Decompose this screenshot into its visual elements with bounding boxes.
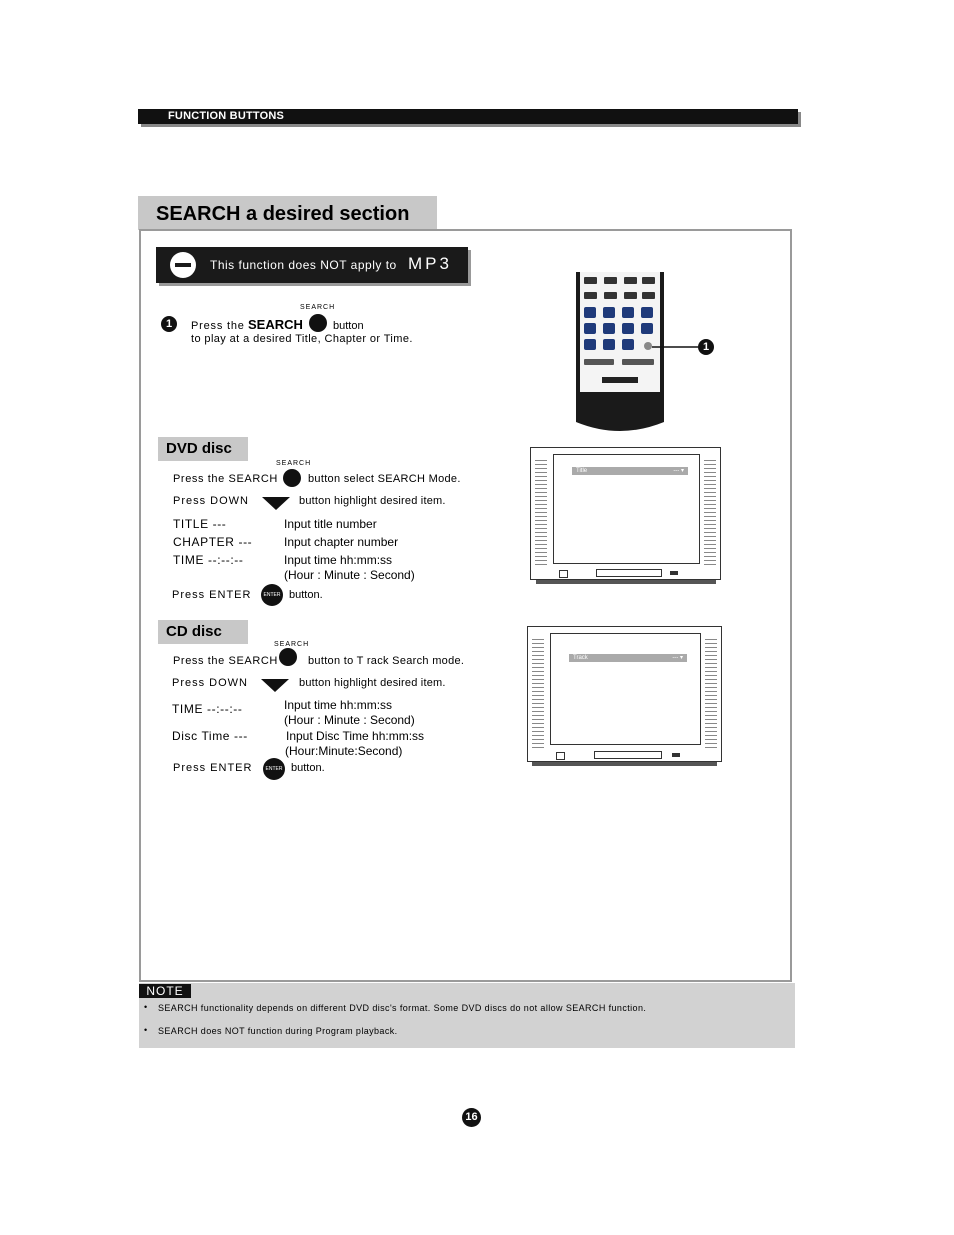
osd-value: --- ▾	[672, 655, 683, 661]
tv-base	[532, 762, 717, 766]
not-applicable-banner	[156, 247, 468, 283]
cd-press-search-suffix: button to T rack Search mode.	[308, 655, 465, 667]
dvd-press-search: Press the SEARCH	[173, 473, 278, 485]
cd-row-desc: Input Disc Time hh:mm:ss	[286, 729, 425, 743]
dvd-press-down-suffix: button highlight desired item.	[299, 495, 446, 507]
dvd-press-enter-suffix: button.	[289, 589, 323, 601]
step1-button-word: button	[333, 320, 364, 332]
dvd-row-label: TIME --:--:--	[173, 553, 244, 567]
remote-callout-number: 1	[698, 339, 714, 355]
power-indicator	[559, 570, 568, 578]
speaker-grille	[535, 460, 547, 568]
cd-press-enter: Press ENTER	[173, 762, 253, 774]
dvd-row-desc: Input chapter number	[284, 535, 399, 549]
dvd-press-search-suffix: button select SEARCH Mode.	[308, 473, 461, 485]
page-title-tab	[138, 196, 437, 230]
cd-row-label: Disc Time ---	[172, 729, 248, 743]
cd-press-search: Press the SEARCH	[173, 655, 278, 667]
dvd-row-desc: Input time hh:mm:ss	[284, 553, 393, 567]
tv-base	[536, 580, 716, 584]
down-arrow-icon	[262, 497, 290, 510]
tv-slot	[594, 751, 662, 759]
step1-button-name: SEARCH	[248, 317, 303, 332]
search-button-icon	[309, 314, 327, 332]
cd-disc-label: CD disc	[166, 623, 222, 640]
minus-circle-icon	[170, 252, 196, 278]
osd-value: --- ▾	[673, 468, 684, 474]
speaker-grille	[704, 460, 716, 568]
down-arrow-icon	[261, 679, 289, 692]
dvd-time-note: (Hour : Minute : Second)	[284, 568, 415, 582]
note-bullet-icon: •	[144, 1002, 148, 1012]
dvd-search-button-icon	[283, 469, 301, 487]
enter-button-icon: ENTER	[263, 758, 285, 780]
cd-press-enter-suffix: button.	[291, 762, 325, 774]
tv-sensor	[672, 753, 680, 757]
note-line: SEARCH does NOT function during Program playback.	[158, 1026, 398, 1036]
page-title: SEARCH a desired section	[156, 203, 410, 225]
step1-press-the: Press the	[191, 320, 245, 332]
step1-line2: to play at a desired Title, Chapter or Time.	[191, 333, 413, 345]
osd-bar	[569, 654, 687, 662]
osd-label: Track	[573, 655, 588, 661]
dvd-press-enter: Press ENTER	[172, 589, 252, 601]
tv-screen	[550, 633, 701, 745]
cd-row-note: (Hour : Minute : Second)	[284, 713, 415, 727]
cd-tv-illustration	[527, 626, 722, 762]
cd-row-label: TIME --:--:--	[172, 702, 243, 716]
cd-disc-tab	[158, 620, 248, 644]
cd-row-desc: Input time hh:mm:ss	[284, 698, 393, 712]
osd-bar	[572, 467, 688, 475]
section-header-label: FUNCTION BUTTONS	[168, 110, 285, 122]
tv-screen	[553, 454, 700, 564]
dvd-row-desc: Input title number	[284, 517, 377, 531]
osd-label: Title	[576, 468, 588, 474]
banner-format: MP3	[408, 254, 452, 273]
speaker-grille	[705, 639, 717, 749]
dvd-row-label: CHAPTER ---	[173, 535, 253, 549]
search-button-caption: SEARCH	[300, 304, 336, 311]
note-tag: NOTE	[139, 984, 191, 998]
note-bullet-icon: •	[144, 1025, 148, 1035]
dvd-disc-label: DVD disc	[166, 440, 232, 457]
power-indicator	[556, 752, 565, 760]
dvd-press-down: Press DOWN	[173, 495, 249, 507]
dvd-disc-tab	[158, 437, 248, 461]
speaker-grille	[532, 639, 544, 749]
step-number: 1	[161, 316, 177, 332]
dvd-search-caption: SEARCH	[276, 460, 312, 467]
cd-press-down: Press DOWN	[172, 677, 248, 689]
note-panel	[139, 983, 795, 1048]
note-line: SEARCH functionality depends on different DVD disc's format. Some DVD discs do not allow SEARCH function.	[158, 1003, 647, 1013]
cd-search-caption: SEARCH	[274, 641, 310, 648]
page-number: 16	[462, 1108, 481, 1127]
cd-press-down-suffix: button highlight desired item.	[299, 677, 446, 689]
dvd-row-label: TITLE ---	[173, 517, 227, 531]
tv-sensor	[670, 571, 678, 575]
enter-button-icon: ENTER	[261, 584, 283, 606]
cd-search-button-icon	[279, 648, 297, 666]
banner-text: This function does NOT apply to	[210, 258, 397, 272]
dvd-tv-illustration	[530, 447, 721, 580]
cd-row-note: (Hour:Minute:Second)	[285, 744, 403, 758]
tv-slot	[596, 569, 662, 577]
section-header-bar	[138, 109, 798, 124]
